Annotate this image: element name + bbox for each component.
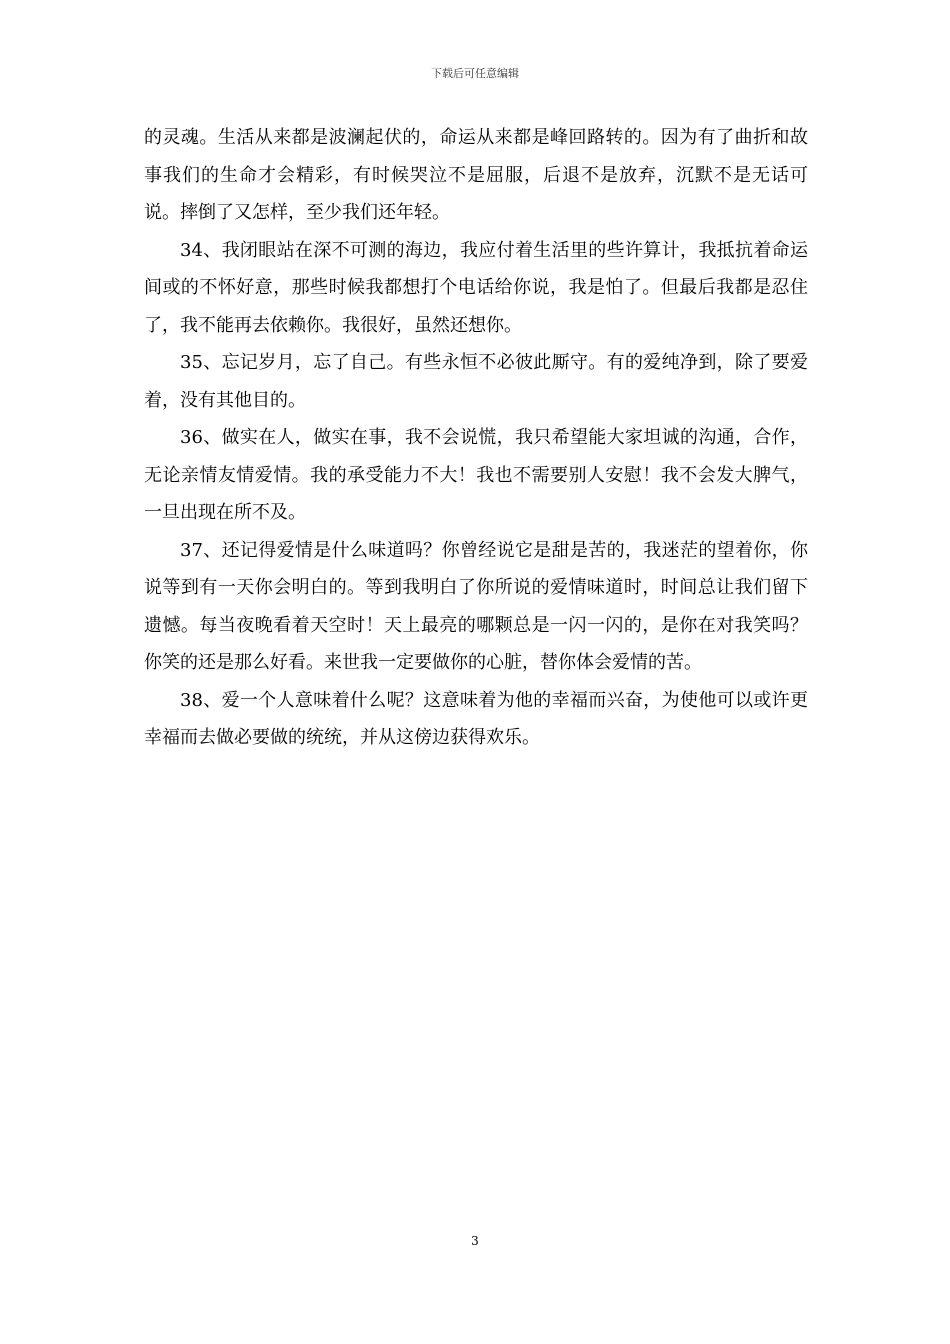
page-number: 3: [471, 1234, 479, 1248]
paragraph-37: 37、还记得爱情是什么味道吗？你曾经说它是甜是苦的，我迷茫的望着你，你说等到有一天你会明白的。等到我明白了你所说的爱情味道时，时间总让我们留下遗憾。每当夜晚看着天空时！天上最亮的哪颗总是一闪一闪的，是你在对我笑吗？你笑的还是那么好看。来世我一定要做你的心脏，替你体会爱情的苦。: [144, 539, 808, 673]
paragraph-36: 36、做实在人，做实在事，我不会说慌，我只希望能大家坦诚的沟通，合作，无论亲情友情爱情。我的承受能力不大！我也不需要别人安慰！我不会发大脾气，一旦出现在所不及。: [144, 427, 808, 523]
paragraph-35: 35、忘记岁月，忘了自己。有些永恒不必彼此厮守。有的爱纯净到，除了要爱着，没有其他目的。: [144, 352, 808, 411]
paragraph-continuation: 的灵魂。生活从来都是波澜起伏的，命运从来都是峰回路转的。因为有了曲折和故事我们的生命才会精彩，有时候哭泣不是屈服，后退不是放弃，沉默不是无话可说。摔倒了又怎样，至少我们还年轻。: [144, 127, 808, 223]
document-body: [144, 119, 808, 757]
paragraph-34: 34、我闭眼站在深不可测的海边，我应付着生活里的些许算计，我抵抗着命运间或的不怀好意，那些时候我都想打个电话给你说，我是怕了。但最后我都是忍住了，我不能再去依赖你。我很好，虽然还想你。: [144, 239, 808, 336]
paragraph-38: 38、爱一个人意味着什么呢？这意味着为他的幸福而兴奋，为使他可以或许更幸福而去做必要做的统统，并从这傍边获得欢乐。: [144, 689, 808, 748]
page-header-note: 下载后可任意编辑: [431, 67, 519, 80]
